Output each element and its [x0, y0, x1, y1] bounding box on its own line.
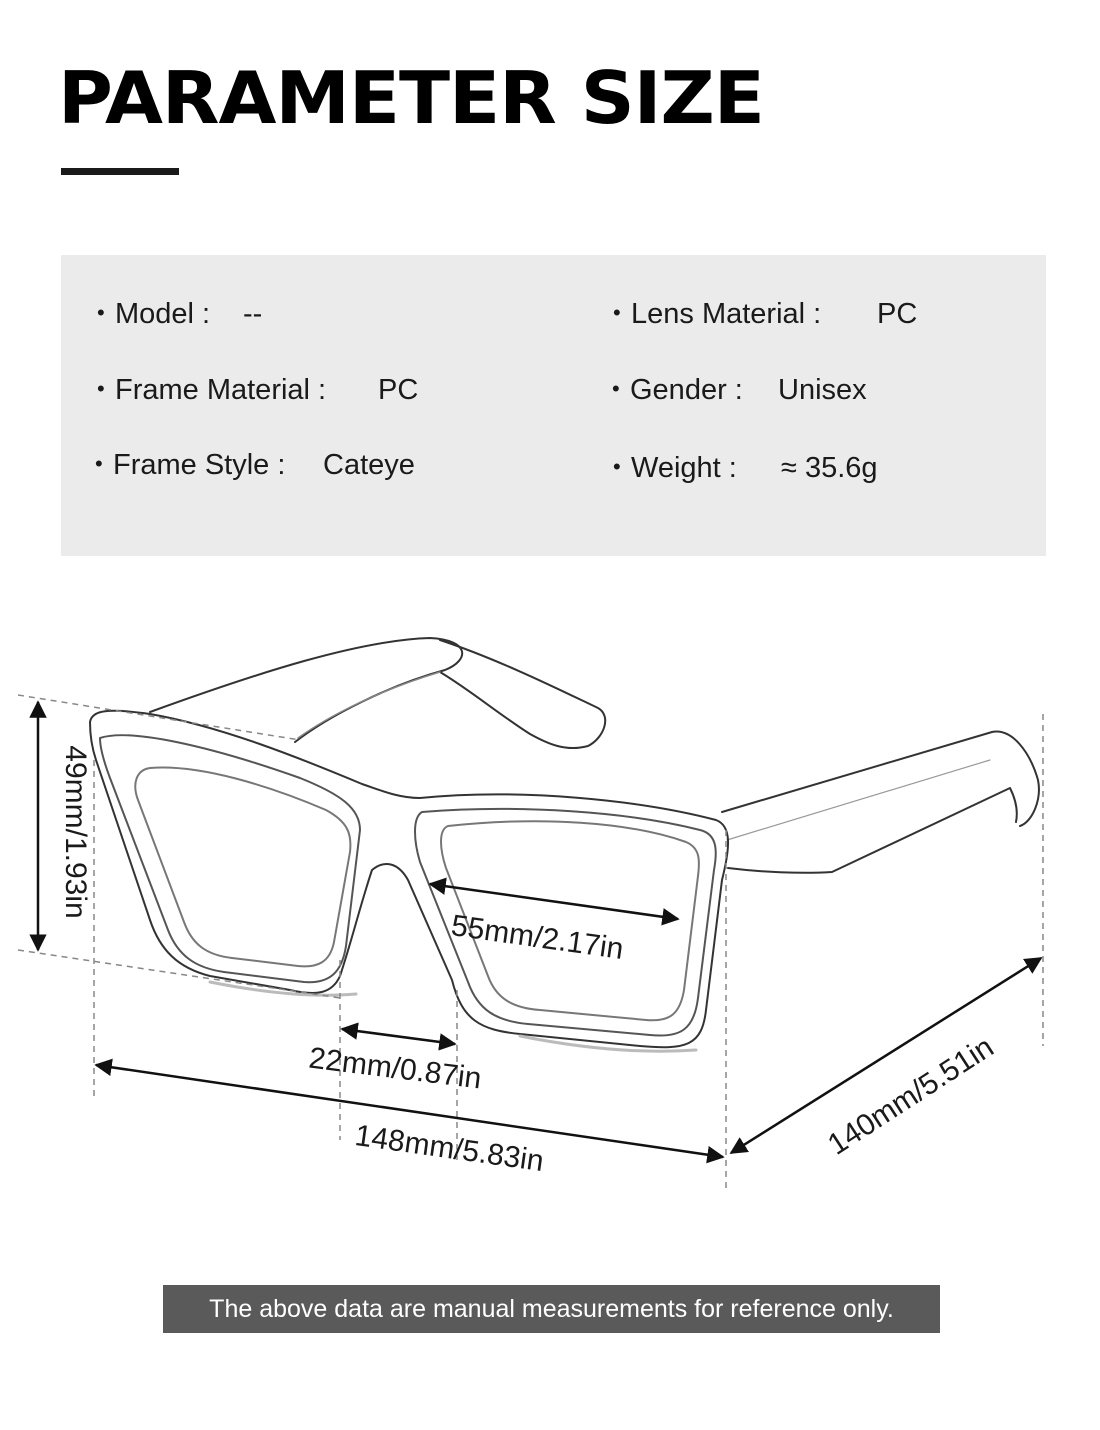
- spec-label: Lens Material :: [631, 298, 822, 330]
- spec-label: Model :: [115, 298, 211, 330]
- spec-label: Weight :: [631, 452, 737, 484]
- bullet: •: [613, 454, 621, 479]
- bridge-width-arrow: [342, 1029, 455, 1044]
- spec-label: Frame Style :: [113, 449, 286, 481]
- lens-width-label: 55mm/2.17in: [449, 909, 626, 967]
- page-title: PARAMETER SIZE: [58, 56, 764, 140]
- spec-gender: [612, 374, 867, 406]
- bullet: •: [95, 451, 103, 476]
- spec-panel: [61, 255, 1046, 556]
- near-temple-arm: [722, 732, 1039, 873]
- spec-frame-material: [97, 374, 419, 406]
- bullet: •: [612, 376, 620, 401]
- spec-model: [97, 298, 263, 330]
- bullet: •: [613, 300, 621, 325]
- frame-front: [90, 711, 728, 1048]
- temple-length-label: 140mm/5.51in: [822, 1030, 1000, 1162]
- footer-note: The above data are manual measurements for reference only.: [163, 1285, 940, 1333]
- spec-value: ≈ 35.6g: [781, 452, 878, 484]
- bullet: •: [97, 300, 105, 325]
- spec-value: Unisex: [778, 374, 867, 406]
- title-underline: [61, 168, 179, 175]
- lens-height-label: 49mm/1.93in: [59, 745, 92, 919]
- spec-weight: [613, 452, 878, 484]
- bridge-width-label: 22mm/0.87in: [307, 1041, 484, 1096]
- spec-value: Cateye: [323, 449, 415, 481]
- glasses-dimension-diagram: [0, 600, 1100, 1220]
- spec-label: Gender :: [630, 374, 743, 406]
- spec-value: --: [243, 298, 263, 330]
- spec-value: PC: [877, 298, 918, 330]
- spec-label: Frame Material :: [115, 374, 327, 406]
- spec-frame-style: [95, 449, 415, 481]
- left-lens: [135, 768, 350, 967]
- glasses-sketch: [90, 638, 1039, 1051]
- frame-width-label: 148mm/5.83in: [352, 1119, 546, 1179]
- spec-value: PC: [378, 374, 419, 406]
- far-temple-arm: [150, 638, 605, 748]
- bullet: •: [97, 376, 105, 401]
- spec-lens-material: [613, 298, 918, 330]
